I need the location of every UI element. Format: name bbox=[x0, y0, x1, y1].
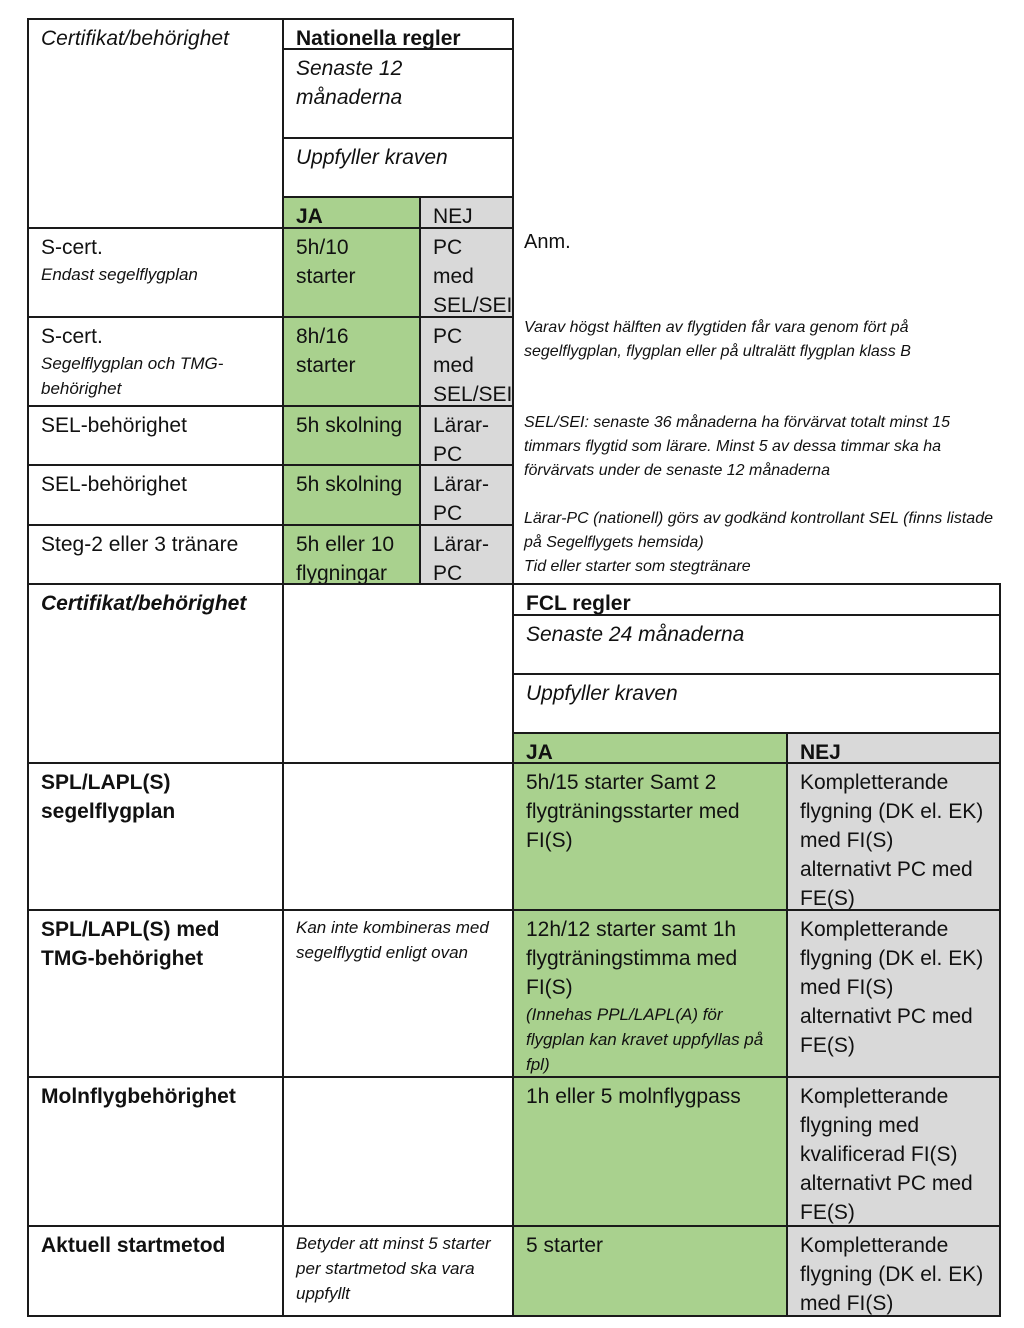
national-requirement: Uppfyller kraven bbox=[296, 146, 448, 169]
national-row-3-name: SEL-behörighet bbox=[27, 405, 284, 466]
national-note-4: Tid eller starter som stegtränare bbox=[524, 558, 751, 575]
national-row-2-ja: 8h/16 starter bbox=[282, 316, 421, 407]
fcl-row-4-name: Aktuell startmetod bbox=[27, 1225, 284, 1317]
fcl-title-cell bbox=[512, 583, 1001, 616]
fcl-period: Senaste 24 månaderna bbox=[526, 623, 745, 646]
fcl-header-label: Certifikat/behörighet bbox=[41, 592, 247, 615]
fcl-header-comment-cell bbox=[282, 583, 514, 764]
national-row-5-nej: Lärar-PC bbox=[419, 524, 514, 585]
fcl-period-cell bbox=[512, 614, 1001, 675]
fcl-row-4-ja: 5 starter bbox=[512, 1225, 788, 1317]
national-header-label-cell bbox=[27, 18, 284, 229]
fcl-row-2-name: SPL/LAPL(S) med TMG-behörighet bbox=[27, 909, 284, 1078]
national-row-1-nej: PC med SEL/SEI bbox=[419, 227, 514, 318]
fcl-row-2-comment: Kan inte kombineras med segelflygtid enligt ovan bbox=[282, 909, 514, 1078]
national-row-2-nej: PC med SEL/SEI bbox=[419, 316, 514, 407]
national-header-label: Certifikat/behörighet bbox=[41, 27, 229, 50]
national-row-3-ja: 5h skolning bbox=[282, 405, 421, 466]
national-row-5-ja: 5h eller 10 flygningar bbox=[282, 524, 421, 585]
national-row-1-ja: 5h/10 starter bbox=[282, 227, 421, 318]
fcl-ja-header: JA bbox=[512, 732, 788, 764]
national-title-cell bbox=[282, 18, 514, 50]
national-ja-header: JA bbox=[282, 196, 421, 229]
fcl-title: FCL regler bbox=[526, 592, 631, 615]
national-row-5-name: Steg-2 eller 3 tränare bbox=[27, 524, 284, 585]
fcl-requirement-cell bbox=[512, 673, 1001, 734]
fcl-row-2-ja: 12h/12 starter samt 1h flygträningstimma med FI(S) (Innehas PPL/LAPL(A) för flygplan kan kravet uppfyllas på fpl) bbox=[512, 909, 788, 1078]
national-row-4-nej: Lärar-PC bbox=[419, 464, 514, 526]
national-row-2-name: S-cert. Segelflygplan och TMG-behörighet bbox=[27, 316, 284, 407]
fcl-nej-header: NEJ bbox=[786, 732, 1001, 764]
national-row-1-name: S-cert. Endast segelflygplan bbox=[27, 227, 284, 318]
fcl-row-3-ja: 1h eller 5 molnflygpass bbox=[512, 1076, 788, 1227]
national-period: Senaste 12 månaderna bbox=[296, 57, 403, 109]
national-requirement-cell bbox=[282, 137, 514, 198]
national-note-3: Lärar-PC (nationell) görs av godkänd kontrollant SEL (finns listade på Segelflygets hemsida) bbox=[524, 510, 993, 551]
fcl-requirement: Uppfyller kraven bbox=[526, 682, 678, 705]
fcl-row-3-nej: Kompletterande flygning med kvalificerad FI(S) alternativt PC med FE(S) bbox=[786, 1076, 1001, 1227]
fcl-row-2-nej: Kompletterande flygning (DK el. EK) med FI(S) alternativt PC med FE(S) bbox=[786, 909, 1001, 1078]
fcl-row-1-comment bbox=[282, 762, 514, 911]
fcl-header-label-cell bbox=[27, 583, 284, 764]
national-row-3-nej: Lärar-PC bbox=[419, 405, 514, 466]
fcl-row-4-comment: Betyder att minst 5 starter per startmetod ska vara uppfyllt bbox=[282, 1225, 514, 1317]
national-note-1: Varav högst hälften av flygtiden får vara genom fört på segelflygplan, flygplan eller på ultralätt flygplan klass B bbox=[524, 319, 911, 360]
fcl-row-4-nej: Kompletterande flygning (DK el. EK) med FI(S) bbox=[786, 1225, 1001, 1317]
national-note-2: SEL/SEI: senaste 36 månaderna ha förvärvat totalt minst 15 timmars flygtid som lärare. Minst 5 av dessa timmar ska ha förvärvats under de senaste 12 månaderna bbox=[524, 414, 951, 479]
fcl-row-1-ja: 5h/15 starter Samt 2 flygträningsstarter med FI(S) bbox=[512, 762, 788, 911]
fcl-row-3-name: Molnflygbehörighet bbox=[27, 1076, 284, 1227]
fcl-row-3-comment bbox=[282, 1076, 514, 1227]
national-row-4-ja: 5h skolning bbox=[282, 464, 421, 526]
fcl-row-1-nej: Kompletterande flygning (DK el. EK) med FI(S) alternativt PC med FE(S) bbox=[786, 762, 1001, 911]
national-title: Nationella regler bbox=[296, 27, 461, 50]
national-row-4-name: SEL-behörighet bbox=[27, 464, 284, 526]
national-period-cell bbox=[282, 48, 514, 139]
fcl-row-1-name: SPL/LAPL(S) segelflygplan bbox=[27, 762, 284, 911]
national-nej-header: NEJ bbox=[419, 196, 514, 229]
national-anm-label: Anm. bbox=[524, 231, 571, 253]
